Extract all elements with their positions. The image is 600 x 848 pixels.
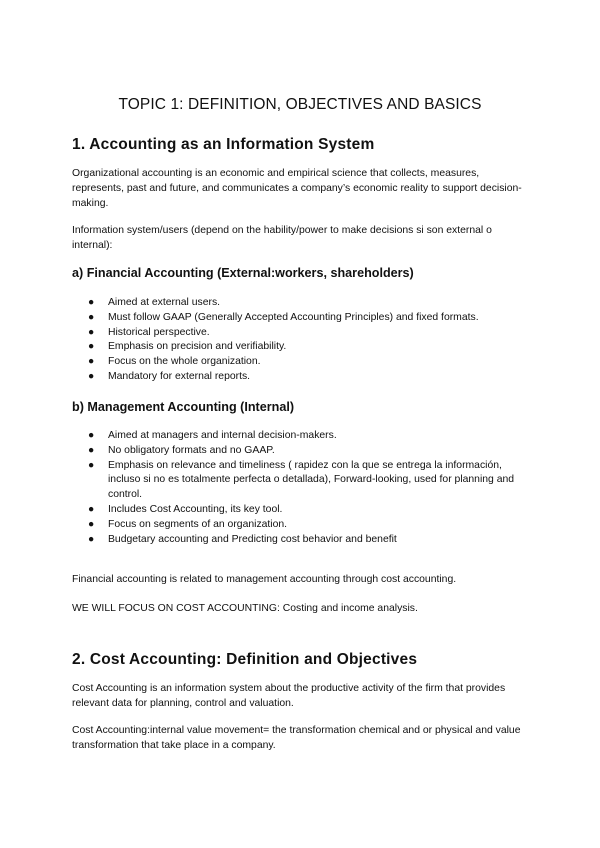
list-item: ● Includes Cost Accounting, its key tool. [88,503,536,518]
document-title: TOPIC 1: DEFINITION, OBJECTIVES AND BASICS [118,96,482,113]
list-item: ● Historical perspective. [88,326,536,341]
list-item: ● Focus on segments of an organization. [88,518,536,533]
list-item: ● Mandatory for external reports. [88,370,536,385]
bullet-icon: ● [88,459,95,471]
bullet-icon: ● [88,503,95,515]
bullet-icon: ● [88,341,95,353]
bullet-icon: ● [88,297,95,308]
list-item: ● Budgetary accounting and Predicting cost behavior and benefit [88,533,536,548]
bullet-icon: ● [88,430,95,441]
list-item: ● Must follow GAAP (Generally Accepted Accounting Principles) and fixed formats. [88,311,536,326]
paragraph-financial-management-relation: Financial accounting is related to management accounting through cost accounting. [72,574,457,585]
paragraph-cost-accounting-value-movement: Cost Accounting:internal value movement= the transformation chemical and or physical and value transformation that take place in a company. [72,725,521,752]
bullet-icon: ● [88,356,95,368]
paragraph-information-system: Information system/users (depend on the hability/power to make decisions si son external o internal): [72,225,492,252]
subheading-management-accounting: b) Management Accounting (Internal) [72,400,295,414]
list-item: ● Aimed at external users. [88,296,536,311]
section-heading-2: 2. Cost Accounting: Definition and Objectives [72,651,418,668]
bullet-icon: ● [88,326,95,338]
paragraph-cost-accounting-definition: Cost Accounting is an information system about the productive activity of the firm that provides relevant data for planning, control and valuation. [72,683,506,710]
bullet-icon: ● [88,311,95,323]
subheading-financial-accounting: a) Financial Accounting (External:workers, shareholders) [72,266,414,280]
list-item: ● Aimed at managers and internal decision-makers. [88,429,536,444]
management-accounting-list [88,429,536,547]
list-item: ● Emphasis on precision and verifiability. [88,340,536,355]
list-item: ● No obligatory formats and no GAAP. [88,444,536,459]
paragraph-focus-cost-accounting: WE WILL FOCUS ON COST ACCOUNTING: Costing and income analysis. [72,603,418,614]
list-item: ● Focus on the whole organization. [88,355,536,370]
section-heading-1: 1. Accounting as an Information System [72,136,375,153]
bullet-icon: ● [88,370,95,382]
paragraph-organizational-accounting: Organizational accounting is an economic and empirical science that collects, measures, represents, past and future, and communicates a company’s economic reality to support decision-making. [72,168,522,210]
bullet-icon: ● [88,533,95,545]
bullet-icon: ● [88,518,95,530]
list-item: ● Emphasis on relevance and timeliness ( rapidez con la que se entrega la información, incluso si no es totalmente perfecta o detallada), Forward-looking, used for planning and control. [88,459,515,501]
bullet-icon: ● [88,444,95,456]
financial-accounting-list [88,296,536,385]
